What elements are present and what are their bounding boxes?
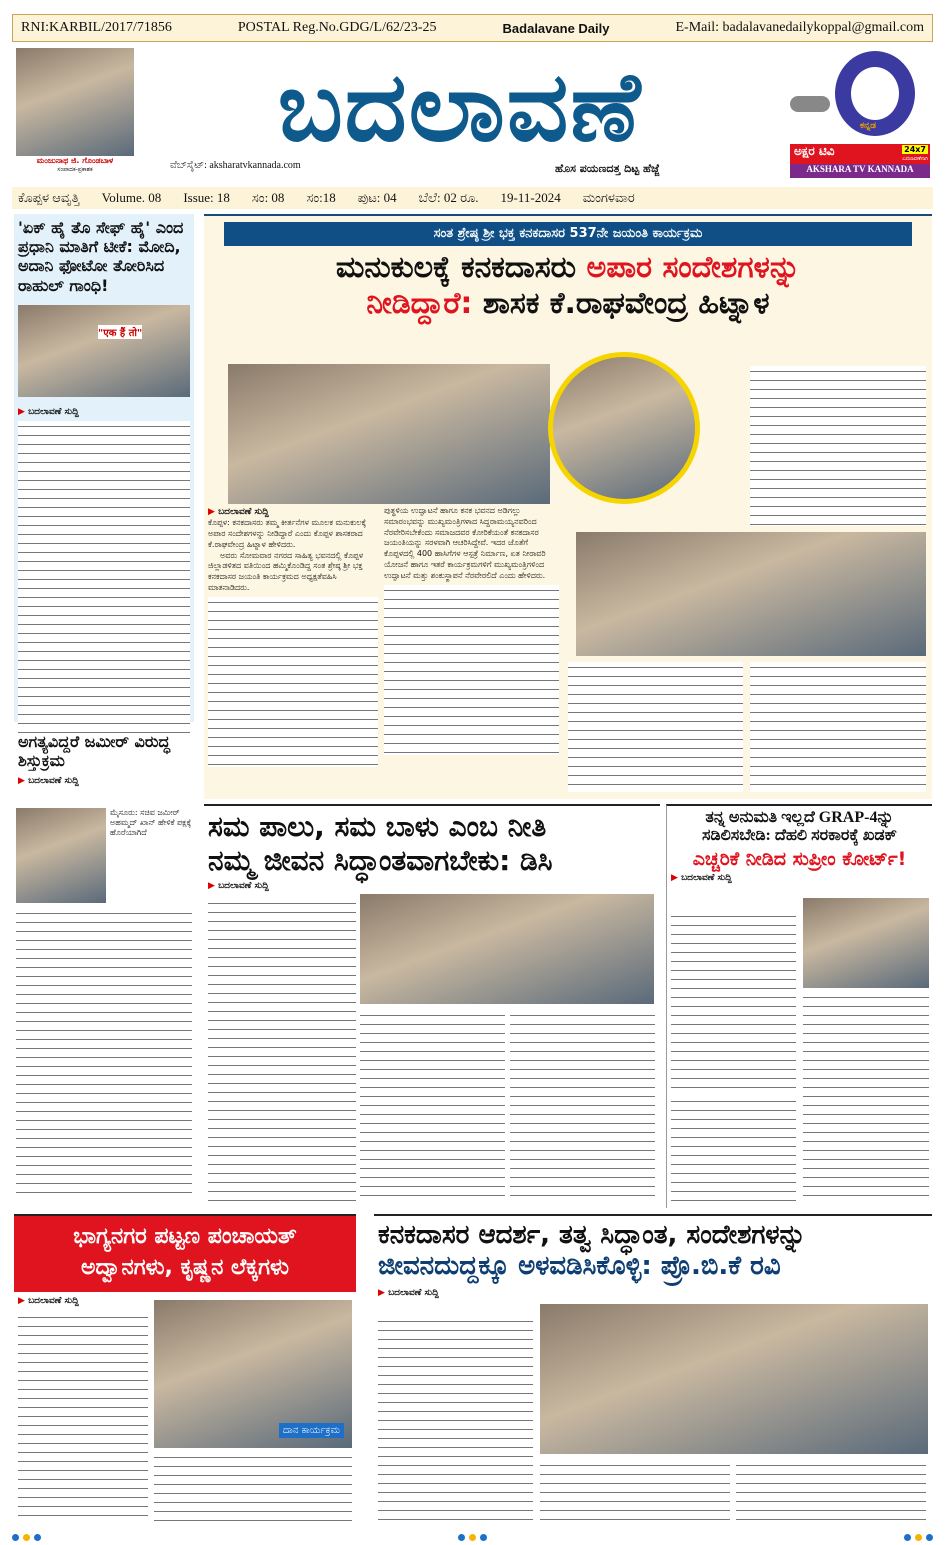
- editor-role: ಸಂಪಾದಕ-ಪ್ರಕಾಶಕ: [57, 166, 93, 173]
- editor-name: ಮಂಜುನಾಥ ಜಿ. ಗೊಂಡಬಾಳ: [36, 156, 114, 165]
- price: ಬೆಲೆ: 02 ರೂ.: [418, 190, 479, 205]
- volume: Volume. 08: [101, 190, 162, 205]
- byline: ▶ ಬದಲಾವಣೆ ಸುದ್ದಿ: [14, 403, 194, 421]
- story-col-1: [18, 1312, 148, 1522]
- politician-photo: [16, 808, 106, 903]
- story-col-4: [750, 662, 926, 792]
- bhagyanagar-story: [14, 1214, 356, 1524]
- byline: ▶ ಬದಲಾವಣೆ ಸುದ್ದಿ: [667, 871, 932, 885]
- story-col-3: [510, 1010, 655, 1204]
- headline: ತನ್ನ ಅನುಮತಿ ಇಲ್ಲದೆ GRAP-4ನ್ನು ಸಡಿಲಿಸಬೇಡಿ: ದೆಹಲಿ ಸರಕಾರಕ್ಕೆ ಖಡಕ್: [702, 809, 897, 844]
- story-col-3: [568, 662, 743, 792]
- tagline: ಹೊಸ ಪಯಣದತ್ತ ದಿಟ್ಟ ಹೆಜ್ಜೆ: [555, 162, 660, 175]
- editor-photo: [16, 48, 134, 156]
- story-col-2: ಪುತ್ಥಳಿಯ ಉದ್ಘಾಟನೆ ಹಾಗೂ ಕನಕ ಭವನದ ಅಡಿಗಲ್ಲು ಸಮಾರಂಭವನ್ನು ಮುಖ್ಯಮಂತ್ರಿಗಳಾದ ಸಿದ್ದರಾಮಯ್ಯನವರಿಂದ ನೆರವೇರಿಸಬೇಕೆಂದು ಸಮಾಜದವರ ಕೋರಿಕೆಯಂತೆ ಕನಕದಾಸರ ಜಯಂತಿಯನ್ನು ಸರಳವಾಗಿ ಆಚರಿಸಿದ್ದೇವೆ. ಇದರ ಜೊತೆಗೆ ಕೊಪ್ಪಳದಲ್ಲಿ 400 ಹಾಸಿಗೆಗಳ ಆಸ್ಪತ್ರೆ ನಿರ್ಮಾಣ, ಏತ ನೀರಾವರಿ ಯೋಜನೆ ಹಾಗೂ ಇತರೆ ಕಾರ್ಯಕ್ರಮಗಳಿಗೆ ಮುಖ್ಯಮಂತ್ರಿಗಳಿಂದ ಉದ್ಘಾಟನೆ ಮತ್ತು ಶಂಕುಸ್ಥಾಪನೆ ನೆರವೇರಲಿದೆ ಎಂದು ಹೇಳಿದರು.: [384, 506, 559, 755]
- supreme-court-photo: [803, 898, 929, 988]
- headline: ಅಗತ್ಯವಿದ್ದರೆ ಜಮೀರ್ ವಿರುದ್ಧ ಶಿಸ್ತುಕ್ರಮ: [18, 732, 171, 771]
- rni-number: RNI:KARBIL/2017/71856: [21, 20, 172, 35]
- story-col-1b: [671, 1096, 796, 1204]
- footer-dots: [10, 1526, 935, 1536]
- issue: Issue: 18: [183, 190, 230, 205]
- headline: ಭಾಗ್ಯನಗರ ಪಟ್ಟಣ ಪಂಚಾಯತ್ ಅದ್ವಾನಗಳು, ಕೃಷ್ಣನ ಲೆಕ್ಕಗಳು: [14, 1216, 356, 1292]
- kanakadasa-story: [374, 1214, 932, 1524]
- website: ವೆಬ್‌ಸೈಟ್: aksharatvkannada.com: [170, 160, 301, 171]
- lead-text: ಮೈಸೂರು: ಸಚಿವ ಜಮೀರ್ ಅಹಮ್ಮದ್ ಖಾನ್ ಹೇಳಿಕೆ ಪಕ್ಷಕ್ಕೆ ಹೊರೆಯಾಗಿದೆ: [110, 808, 192, 837]
- postal-reg: POSTAL Reg.No.GDG/L/62/23-25: [237, 20, 437, 35]
- story-col-1: [208, 898, 356, 1204]
- story-col-2: [154, 1452, 352, 1522]
- dc-event-photo: [360, 894, 654, 1004]
- byline: ▶ ಬದಲಾವಣೆ ಸುದ್ದಿ: [14, 774, 194, 788]
- story-col-2: [360, 1010, 505, 1204]
- email: E-Mail: badalavanedailykoppal@gmail.com: [675, 20, 924, 35]
- issue-line: [12, 187, 933, 209]
- event-photo-1: [228, 364, 550, 504]
- kicker-banner: ಸಂತ ಶ್ರೇಷ್ಠ ಶ್ರೀ ಭಕ್ತ ಕನಕದಾಸರ 537ನೇ ಜಯಂತಿ ಕಾರ್ಯಕ್ರಮ: [224, 222, 912, 246]
- group-photo: [540, 1304, 928, 1454]
- story-col-3: [736, 1460, 926, 1520]
- day: ಮಂಗಳವಾರ: [582, 190, 635, 205]
- story-col-1: [378, 1316, 533, 1521]
- top-info-strip: [12, 14, 933, 42]
- masthead-logo: ಬದಲಾವಣೆ: [277, 51, 643, 163]
- main-story: [204, 214, 932, 799]
- sam2: ಸಂ:18: [306, 190, 336, 205]
- headline: ಸಮ ಪಾಲು, ಸಮ ಬಾಳು ಎಂಬ ನೀತಿ ನಮ್ಮ ಜೀವನ ಸಿದ್ಧಾಂತವಾಗಬೇಕು: ಡಿಸಿ: [208, 810, 553, 877]
- byline: ▶ ಬದಲಾವಣೆ ಸುದ್ದಿ: [14, 1292, 356, 1310]
- headline-red: ಎಚ್ಚರಿಕೆ ನೀಡಿದ ಸುಪ್ರೀಂ ಕೋರ್ಟ್!: [692, 848, 907, 870]
- date: 19-11-2024: [500, 190, 561, 205]
- byline: ▶ ಬದಲಾವಣೆ ಸುದ್ದಿ: [374, 1286, 932, 1300]
- pages: ಪುಟ: 04: [357, 190, 397, 205]
- edition: ಕೊಪ್ಪಳ ಆವೃತ್ತಿ: [18, 190, 80, 205]
- sam: ಸಂ: 08: [251, 190, 285, 205]
- paper-name: Badalavane Daily: [502, 20, 610, 36]
- story-col-2: [803, 992, 929, 1204]
- story-body: [18, 421, 190, 741]
- headline: ಕನಕದಾಸರ ಆದರ್ಶ, ತತ್ವ ಸಿದ್ಧಾಂತ, ಸಂದೇಶಗಳನ್ನು ಜೀವನದುದ್ದಕ್ಕೂ ಅಳವಡಿಸಿಕೊಳ್ಳಿ: ಪ್ರೊ.ಬಿ.ಕೆ ರವಿ: [378, 1220, 806, 1282]
- headline: 'ಏಕ್ ಹೈ ತೊ ಸೇಫ್ ಹೈ' ಎಂದ ಪ್ರಧಾನಿ ಮಾತಿಗೆ ಟೀಕೆ: ಮೋದಿ, ಅದಾನಿ ಫೋಟೋ ತೋರಿಸಿದ ರಾಹುಲ್ ಗಾಂಧಿ!: [18, 218, 184, 295]
- story-col-2: [540, 1460, 730, 1520]
- headline: ಮನುಕುಲಕ್ಕೆ ಕನಕದಾಸರು ಅಪಾರ ಸಂದೇಶಗಳನ್ನು ನೀಡಿದ್ದಾರೆ: ಶಾಸಕ ಕೆ.ರಾಘವೇಂದ್ರ ಹಿಟ್ನಾಳ: [335, 250, 801, 321]
- left-story-1: [14, 214, 194, 722]
- left-story-2: [14, 728, 194, 1208]
- story-body: [16, 908, 192, 1198]
- event-photo-circle: [548, 352, 700, 504]
- byline: ▶ ಬದಲಾವಣೆ ಸುದ್ದಿ: [204, 881, 660, 891]
- story-col-1: ▶ ಬದಲಾವಣೆ ಸುದ್ದಿ ಕೊಪ್ಪಳ: ಕನಕದಾಸರು ತಮ್ಮ ಕೀರ್ತನೆಗಳ ಮೂಲಕ ಮನುಕುಲಕ್ಕೆ ಅಪಾರ ಸಂದೇಶಗಳನ್ನು ನೀಡಿದ್ದಾರೆ ಎಂದು ಕೊಪ್ಪಳ ಶಾಸಕರಾದ ಕೆ.ರಾಘವೇಂದ್ರ ಹಿಟ್ನಾಳ ಹೇಳಿದರು. ಅವರು ಸೋಮವಾರ ನಗರದ ಸಾಹಿತ್ಯ ಭವನದಲ್ಲಿ ಕೊಪ್ಪಳ ಜಿಲ್ಲಾಡಳಿತದ ವತಿಯಿಂದ ಹಮ್ಮಿಕೊಂಡಿದ್ದ ಸಂತ ಶ್ರೇಷ್ಠ ಶ್ರೀ ಭಕ್ತ ಕನಕದಾಸರ ಜಯಂತಿ ಕಾರ್ಯಕ್ರಮದ ಅಧ್ಯಕ್ಷತೆವಹಿಸಿ ಮಾತನಾಡಿದರು.: [208, 506, 378, 767]
- rahul-gandhi-photo: "एक हैं तो": [18, 305, 190, 397]
- story-col-1: [671, 911, 796, 1091]
- event-photo-2: [576, 532, 926, 656]
- mid-story: [204, 804, 660, 1208]
- akshara-tv-logo: ಕನ್ನಡ ಅಕ್ಷರ ಟಿವಿ 24x7 ಬದಲಾವಣೆಗಾಗಿ AKSHARA TV KANNADA: [790, 46, 930, 181]
- text-col-right-top: [750, 366, 926, 526]
- panchayat-photo: ದಾನ ಕಾರ್ಯಕ್ರಮ: [154, 1300, 352, 1448]
- supreme-court-story: [666, 804, 932, 1208]
